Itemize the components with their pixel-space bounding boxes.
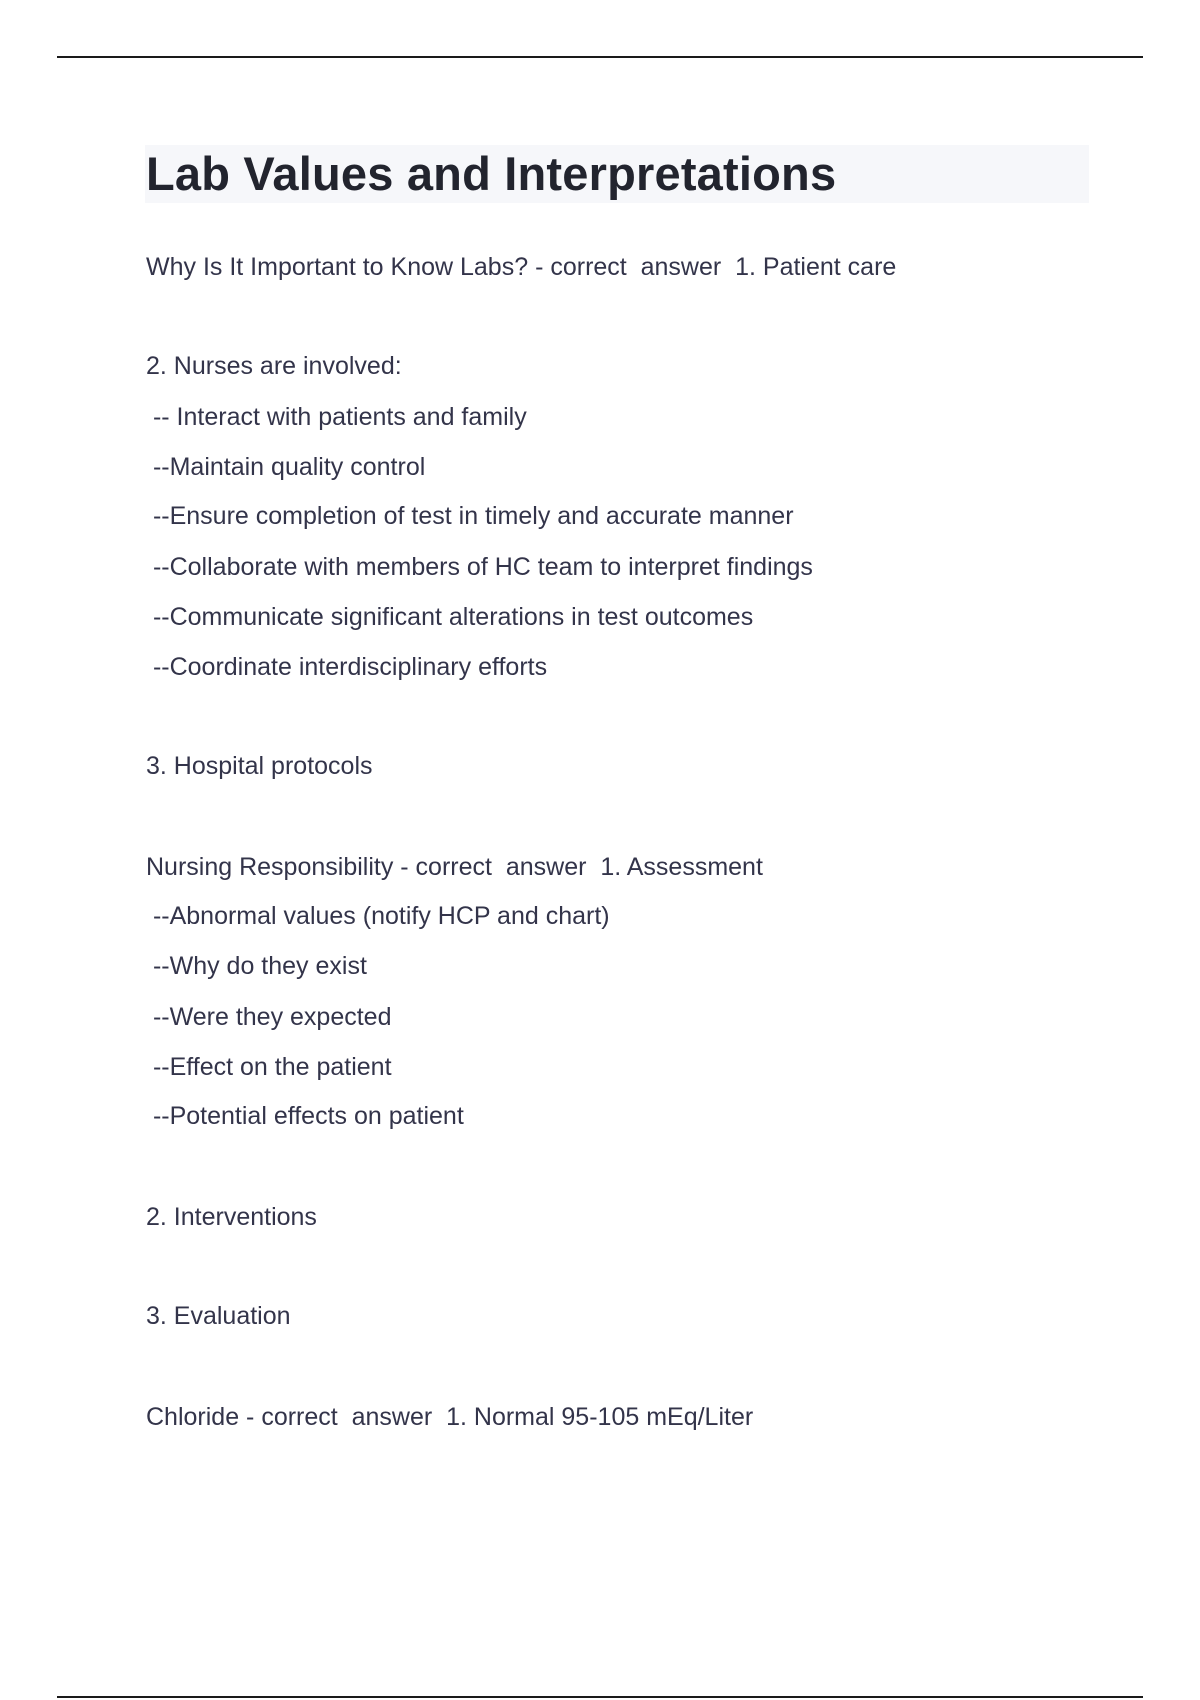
text-line: 3. Evaluation — [146, 1302, 291, 1330]
text-line: --Why do they exist — [146, 952, 367, 980]
text-line: --Abnormal values (notify HCP and chart) — [146, 902, 610, 930]
text-line: --Collaborate with members of HC team to interpret findings — [146, 553, 813, 581]
text-line: Why Is It Important to Know Labs? - correct answer 1. Patient care — [146, 253, 897, 281]
text-line: Chloride - correct answer 1. Normal 95-105 mEq/Liter — [146, 1403, 754, 1431]
bottom-rule — [57, 1696, 1143, 1698]
text-line: --Maintain quality control — [146, 453, 426, 481]
text-line: 2. Nurses are involved: — [146, 352, 402, 380]
text-line: -- Interact with patients and family — [146, 403, 527, 431]
text-line: --Were they expected — [146, 1003, 392, 1031]
text-line: 3. Hospital protocols — [146, 752, 373, 780]
top-rule — [57, 56, 1143, 58]
text-line: --Ensure completion of test in timely and accurate manner — [146, 502, 794, 530]
text-line: --Communicate significant alterations in test outcomes — [146, 603, 754, 631]
text-line: --Effect on the patient — [146, 1053, 392, 1081]
text-line: Nursing Responsibility - correct answer 1. Assessment — [146, 853, 763, 881]
text-line: --Potential effects on patient — [146, 1102, 464, 1130]
page-title: Lab Values and Interpretations — [146, 147, 837, 200]
text-line: 2. Interventions — [146, 1203, 317, 1231]
text-line: --Coordinate interdisciplinary efforts — [146, 653, 548, 681]
